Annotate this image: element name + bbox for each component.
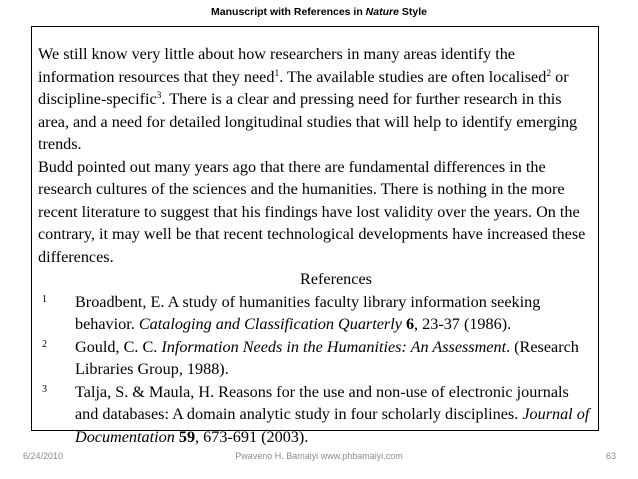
reference-text: Broadbent, E. A study of humanities faculty library information seeking behavior. [75,292,541,333]
reference-text: , 673-691 (2003). [195,427,309,446]
reference-journal: Cataloging and Classification Quarterly [138,315,402,333]
reference-text: . (Research Libraries Group, 1988). [75,337,579,378]
footer-author-site: Pwaveno H. Bamaiyi www.phbamaiyi.com [235,451,403,461]
reference-text: , 23-37 (1986). [414,315,512,333]
manuscript-body [38,43,594,448]
title-suffix: Style [398,6,427,18]
reference-journal: Journal of Documentation [75,405,590,446]
paragraph-2: Budd pointed out many years ago that there are fundamental differences in the research cultures of the sciences and the humanities. There is nothing in the more recent literature to suggest that his findings have lost validity over the years. On the contrary, it may well be that recent technological developments have increased these differences. [38,157,586,266]
paragraph-1-text: We still know very little about how researchers in many areas identify the information resources that they need [38,45,515,86]
paragraph-1-text: . The available studies are often localised [279,67,547,86]
reference-item [38,381,594,449]
reference-volume: 6 [405,315,415,333]
reference-text: Gould, C. C. [75,337,162,356]
title-italic-word: Nature [365,6,399,18]
reference-volume: 59 [178,427,196,446]
citation-superscript: 1 [274,68,280,79]
reference-number: 2 [42,338,47,350]
reference-item [38,291,594,336]
footer-date: 6/24/2010 [23,451,64,461]
reference-book-title: Information Needs in the Humanities: An Assessment [161,337,507,356]
paragraph-1-text: . There is a clear and pressing need for further research in this area, and a need for detailed longitudinal studies that will help to identify emerging trends. [38,90,578,153]
references-heading: References [300,270,372,288]
reference-item [38,336,594,381]
reference-text: Talja, S. & Maula, H. Reasons for the use and non-use of electronic journals and databases: A domain analytic study in four scholarly disciplines. [75,382,569,423]
reference-number: 1 [42,293,47,305]
slide-title [0,6,638,18]
title-prefix: Manuscript with References in [211,6,366,18]
reference-number: 3 [42,383,47,395]
footer-page-number: 63 [605,451,616,461]
citation-superscript: 3 [156,91,162,101]
paragraph-1-text: or discipline-specific [38,67,569,108]
paragraph-1 [38,43,594,156]
citation-superscript: 2 [546,68,552,79]
